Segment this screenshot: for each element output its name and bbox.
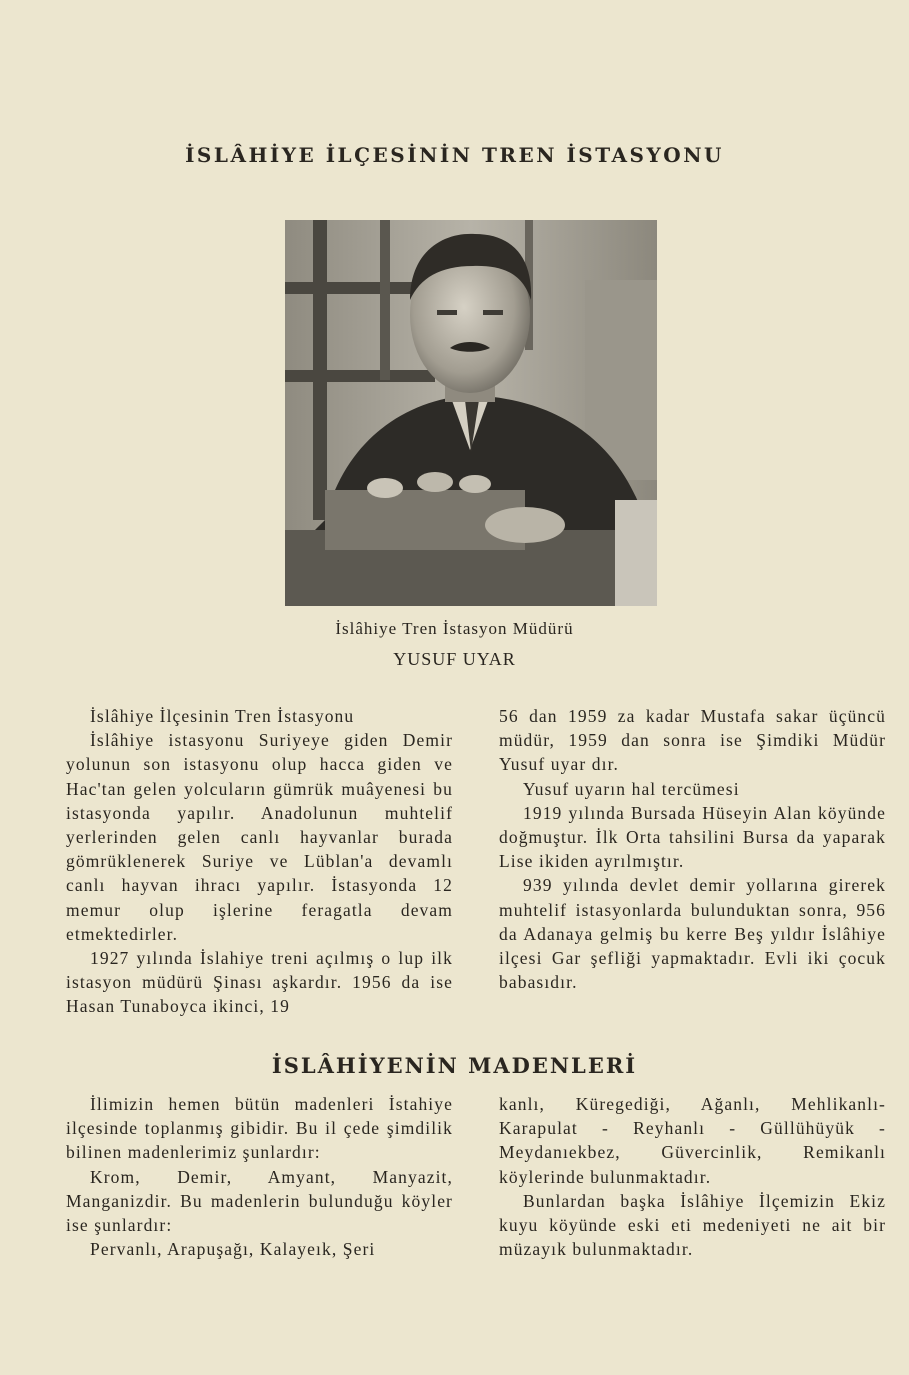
biography-heading: Yusuf uyarın hal tercümesi bbox=[523, 778, 740, 799]
mines-left-column bbox=[66, 1092, 453, 1261]
photo-person-name: YUSUF UYAR bbox=[393, 649, 516, 669]
mines-paragraph: kanlı, Küregediği, Ağanlı, Mehlikanlı-Karapulat - Reyhanlı - Güllühüyük - Meydanıekbez, Güvercinlik, Remikanlı köylerinde bulunmaktadır. bbox=[499, 1094, 886, 1187]
article-paragraph: İslâhiye istasyonu Suriyeye giden Demir yolunun son istasyonu olup hacca giden ve Hac'tan gelen yolcuların gümrük muâyenesi bu istasyonda yapılır. Anadolunun muhtelif yerlerinden gelen canlı hayvanlar burada gömrüklenerek Suriye ve Lüblan'a devamlı canlı hayvan ihracı yapılır. İstasyonda 12 memur olup işlerine feragatla devam etmektedirler. bbox=[66, 730, 453, 944]
article-left-column bbox=[66, 704, 453, 1019]
article-title: İSLÂHİYE İLÇESİNİN TREN İSTASYONU bbox=[185, 143, 724, 167]
article-paragraph: 1927 yılında İslahiye treni açılmış o lup ilk istasyon müdürü Şinası aşkardır. 1956 da ise Hasan Tunaboyca ikinci, 19 bbox=[66, 948, 453, 1017]
mines-paragraph: Bunlardan başka İslâhiye İlçemizin Ekiz kuyu köyünde eski eti medeniyeti ne ait bir müzayık bulunmaktadır. bbox=[499, 1190, 886, 1260]
article-subheading: İslâhiye İlçesinin Tren İstasyonu bbox=[90, 706, 355, 726]
mines-right-column bbox=[499, 1092, 886, 1261]
article-right-column bbox=[499, 704, 886, 994]
article-paragraph: 56 dan 1959 za kadar Mustafa sakar üçüncü müdür, 1959 dan sonra ise Şimdiki Müdür Yusuf uyar dır. bbox=[499, 706, 886, 775]
section-title-mines: İSLÂHİYENİN MADENLERİ bbox=[271, 1053, 638, 1078]
article-paragraph: 939 yılında devlet demir yollarına girerek muhtelif istasyonlarda bulunduktan sonra, 956 da Adanaya gelmiş bu kerre Beş yıldır İslâhiye ilçesi Gar şefliği yapmaktadır. Evli iki çocuk babasıdır. bbox=[499, 875, 886, 993]
photo-caption: İslâhiye Tren İstasyon Müdürü bbox=[335, 619, 574, 638]
portrait-photo bbox=[285, 220, 657, 606]
mines-paragraph: Pervanlı, Arapuşağı, Kalayeık, Şeri bbox=[90, 1239, 376, 1260]
mines-paragraph: Krom, Demir, Amyant, Manyazit, Manganizdir. Bu madenlerin bulunduğu köyler ise şunlardır: bbox=[66, 1166, 453, 1236]
mines-paragraph: İlimizin hemen bütün madenleri İstahiye ilçesinde toplanmış gibidir. Bu il çede şimdilik bilinen madenlerimiz şunlardır: bbox=[66, 1094, 453, 1163]
article-paragraph: 1919 yılında Bursada Hüseyin Alan köyünde doğmuştur. İlk Orta tahsilini Bursa da yaparak Lise ikiden ayrılmıştır. bbox=[499, 802, 886, 872]
